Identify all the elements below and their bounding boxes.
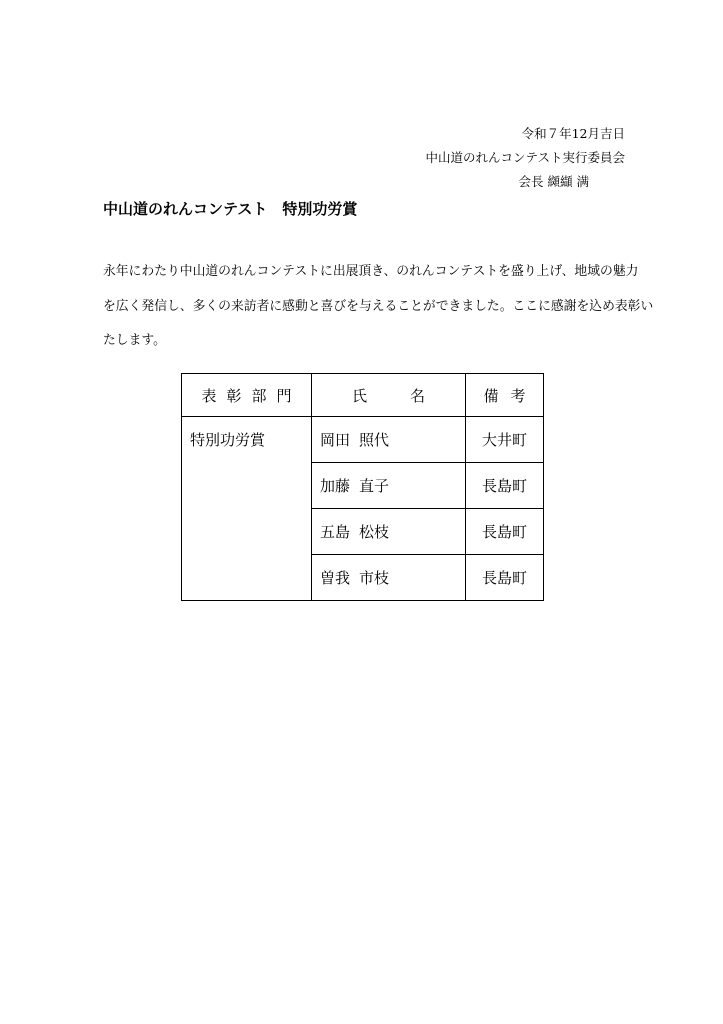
header-block [425,122,625,194]
document-title: 中山道のれんコンテスト 特別功労賞 [103,200,358,218]
president-name: 会長 纐纈 满 [518,174,589,189]
given-name: 市枝 [359,569,390,587]
surname: 岡田 [320,431,351,449]
surname: 五島 [320,523,351,541]
header-name [312,374,466,417]
header-note [466,374,544,417]
header-category-label: 表彰部門 [201,386,302,405]
document-date: 令和７年12月吉日 [521,126,625,141]
surname: 曽我 [320,569,351,587]
body-line: たします。 [103,333,166,348]
note-cell: 大井町 [466,417,544,463]
body-line: 永年にわたり中山道のれんコンテストに出展頂き、のれんコンテストを盛り上げ、地域の魅力 [103,264,639,279]
header-name-right: 名 [409,386,425,405]
name-cell [312,463,466,509]
given-name: 松枝 [359,523,390,541]
surname: 加藤 [320,477,351,495]
table-row [182,417,544,463]
document-body [103,255,654,359]
body-line: を広く発信し、多くの来訪者に感動と喜びを与えることができました。ここに感謝を込め表彰い [103,298,654,314]
given-name: 照代 [359,431,390,449]
header-category [182,374,312,417]
name-cell [312,417,466,463]
note-cell: 長島町 [466,555,544,601]
organization-name: 中山道のれんコンテスト実行委員会 [425,150,625,165]
table-header-row [182,374,544,417]
note-cell: 長島町 [466,509,544,555]
header-note-label: 備考 [483,386,538,405]
note-cell: 長島町 [466,463,544,509]
header-name-left: 氏 [352,386,368,405]
given-name: 直子 [359,477,390,495]
category-cell: 特別功労賞 [182,417,312,601]
name-cell [312,509,466,555]
award-table [181,373,544,601]
name-cell [312,555,466,601]
